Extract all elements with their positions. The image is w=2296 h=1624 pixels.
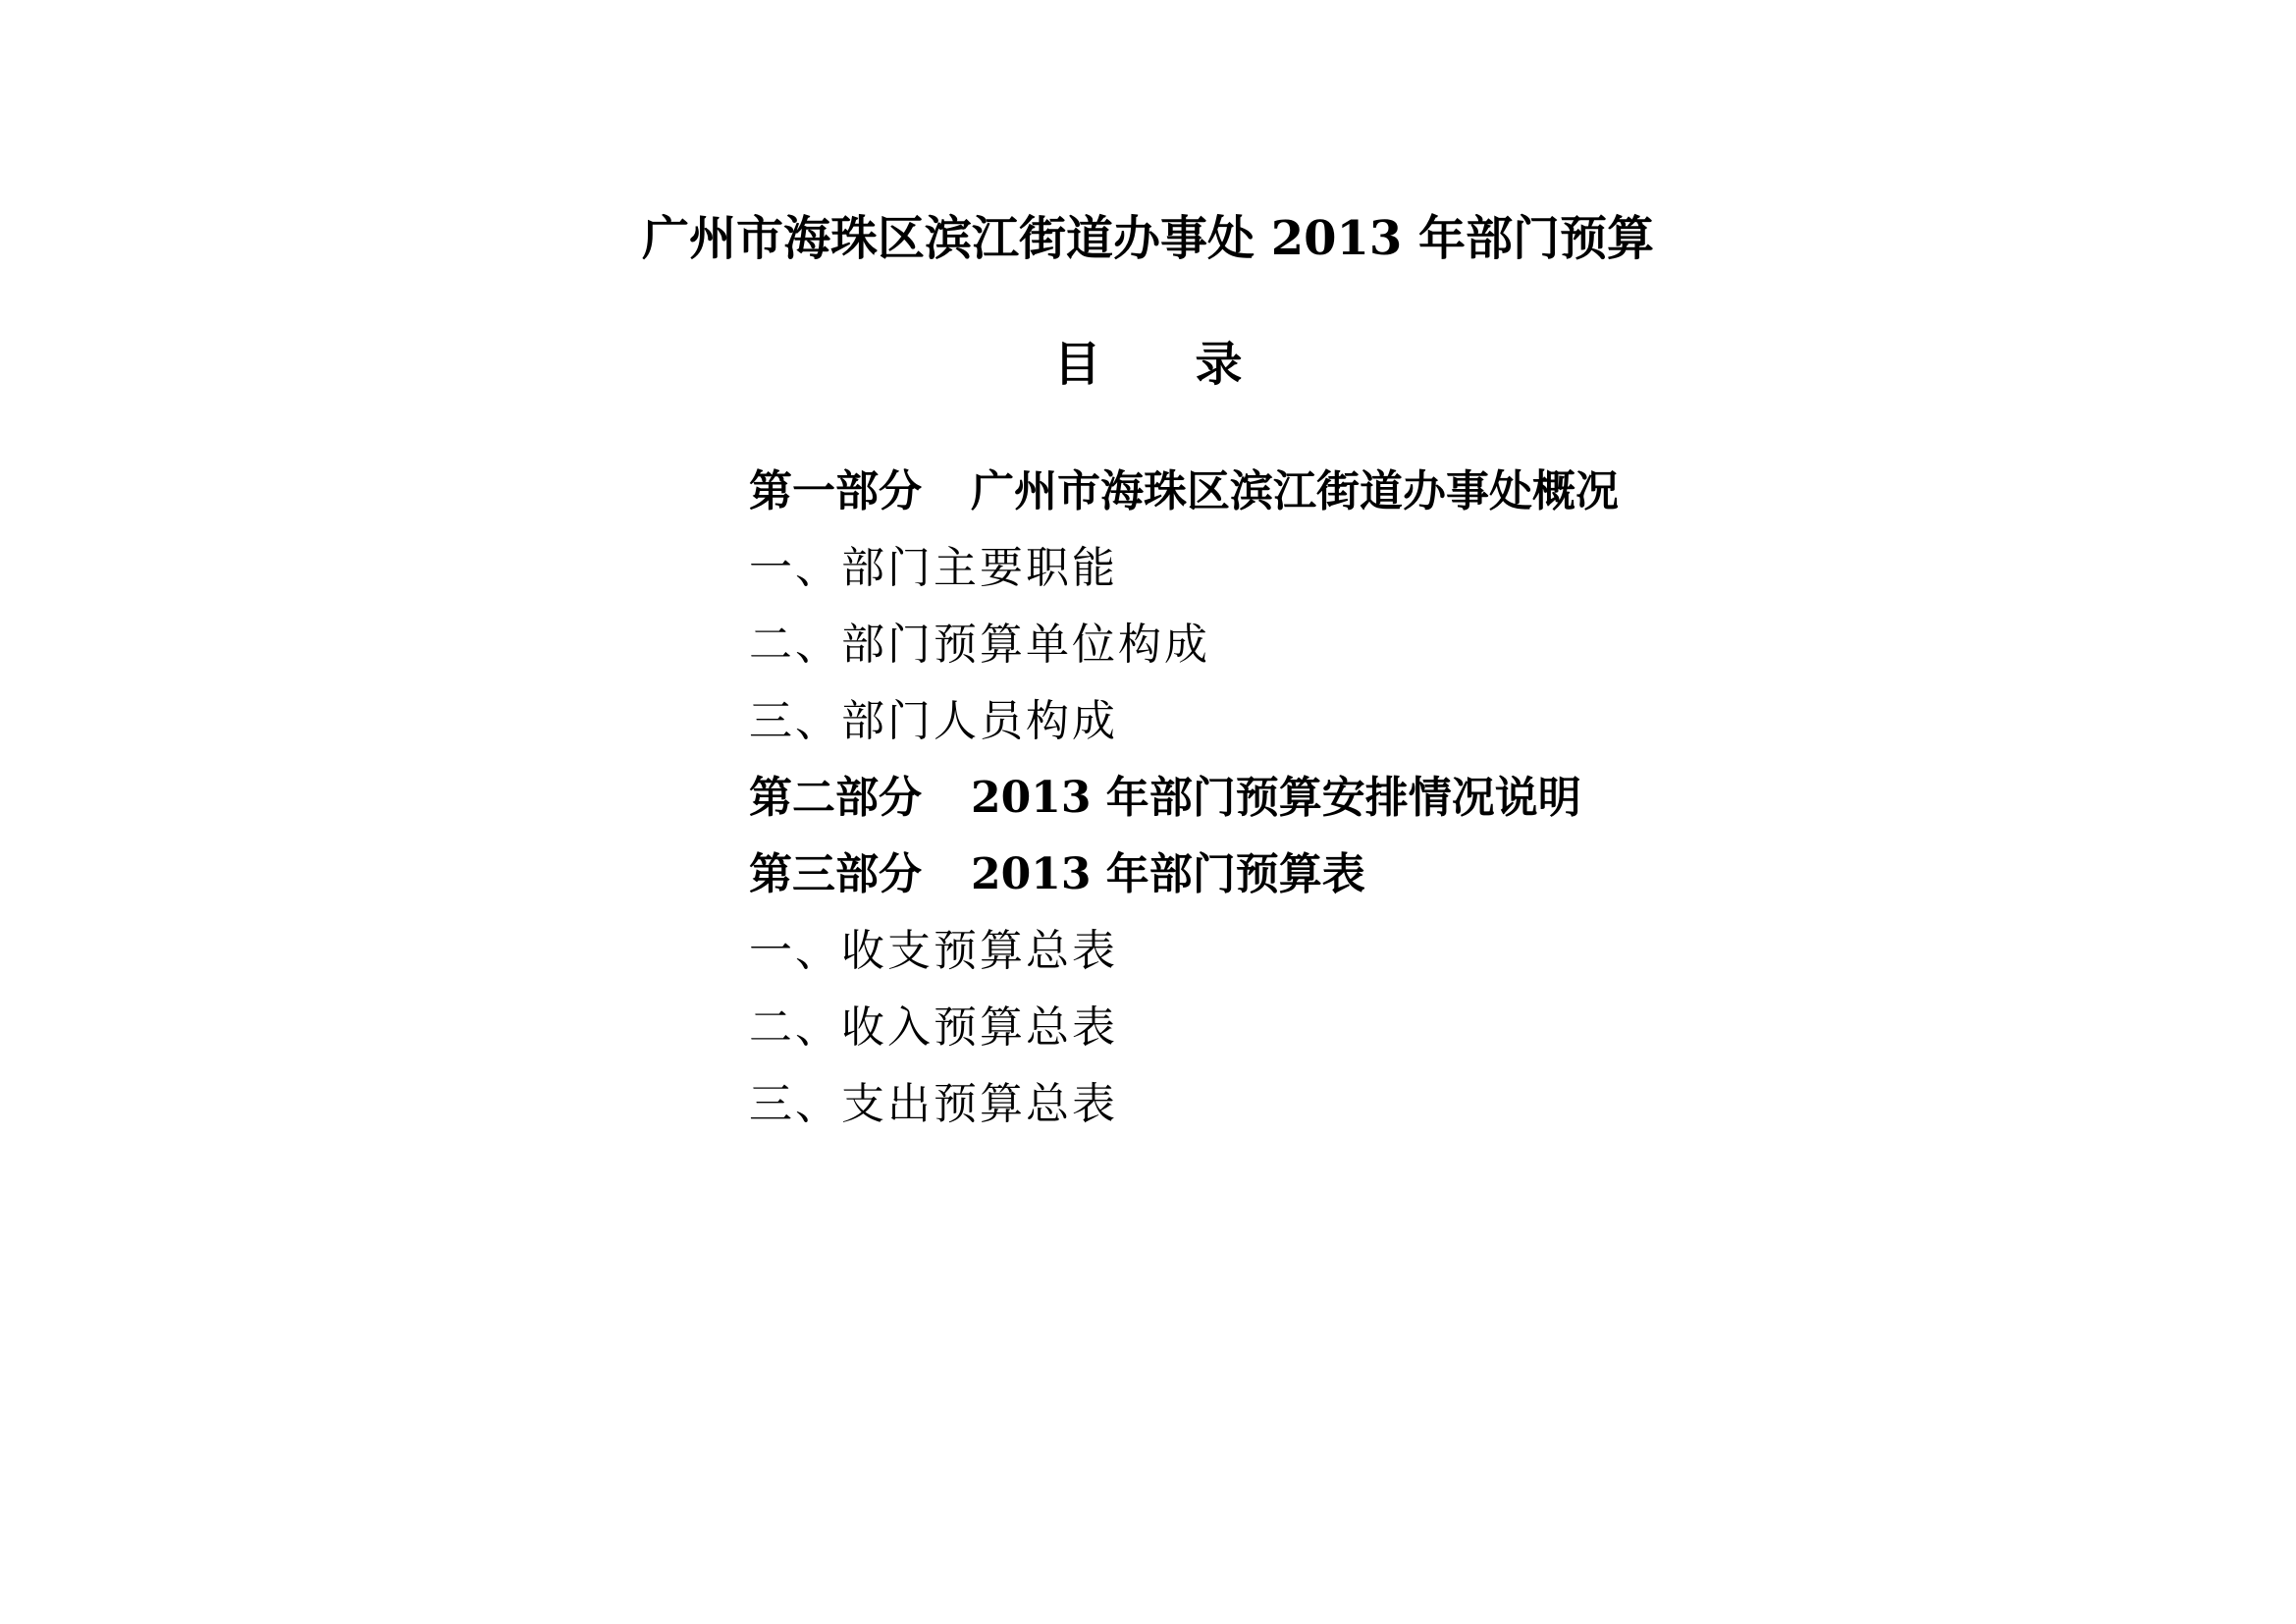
document-title: 广州市海珠区滨江街道办事处 2013 年部门预算 <box>641 211 1655 266</box>
toc-part-label: 第三部分 <box>749 849 922 899</box>
toc-section-text: 三、部门人员构成 <box>749 696 1118 746</box>
toc-section-3-2 <box>749 990 1619 1066</box>
toc-section-text: 一、收支预算总表 <box>749 926 1118 976</box>
toc-part-3 <box>749 837 1619 913</box>
toc-part-1 <box>749 454 1619 530</box>
toc-section-3-1 <box>749 913 1619 990</box>
table-of-contents <box>749 454 1619 1143</box>
toc-part-text: 2013 年部门预算安排情况说明 <box>971 773 1581 823</box>
toc-section-text: 一、部门主要职能 <box>749 543 1118 593</box>
toc-part-label: 第一部分 <box>749 466 922 516</box>
toc-section-1-2 <box>749 607 1619 683</box>
toc-section-1-1 <box>749 530 1619 607</box>
toc-heading: 目 录 <box>1053 337 1243 392</box>
toc-section-3-3 <box>749 1066 1619 1143</box>
toc-part-label: 第二部分 <box>749 773 922 823</box>
toc-part-2 <box>749 760 1619 837</box>
toc-section-1-3 <box>749 683 1619 760</box>
toc-part-text: 2013 年部门预算表 <box>971 849 1365 899</box>
toc-section-text: 二、收入预算总表 <box>749 1002 1118 1053</box>
toc-section-text: 三、支出预算总表 <box>749 1079 1118 1129</box>
toc-section-text: 二、部门预算单位构成 <box>749 620 1210 670</box>
toc-part-text: 广州市海珠区滨江街道办事处概况 <box>971 466 1619 516</box>
